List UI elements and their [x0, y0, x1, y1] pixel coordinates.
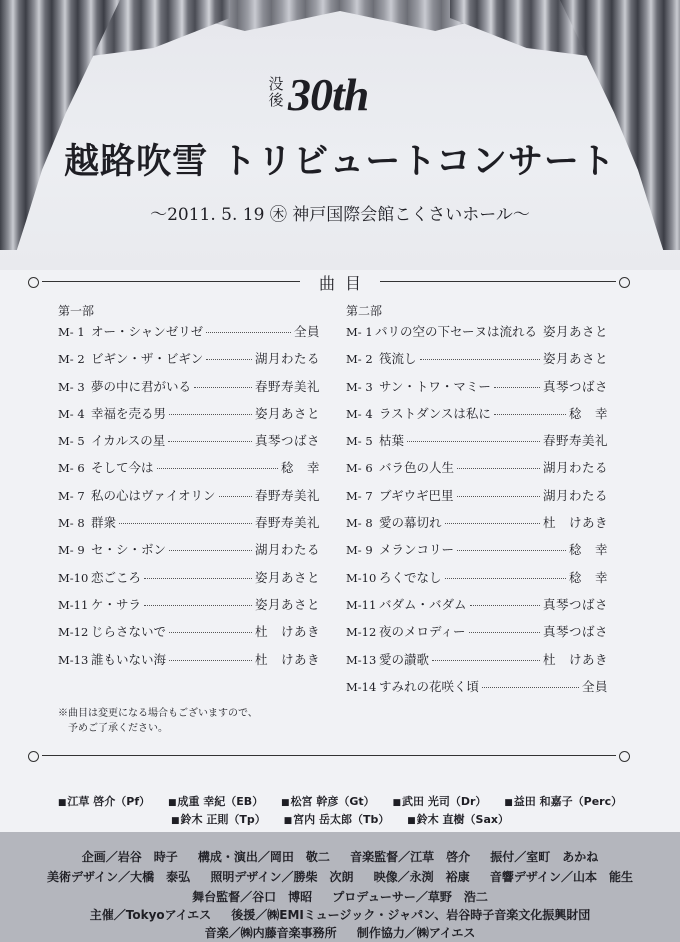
credit-item: 後援／㈱EMIミュージック・ジャパン、岩谷時子音楽文化振興財団 [231, 908, 591, 922]
song-row [58, 458, 320, 485]
leader-dots [206, 359, 252, 360]
part1-label: 第一部 [58, 304, 95, 318]
song-number: M- 3 [346, 379, 373, 394]
song-title: すみれの花咲く頃 [379, 678, 480, 694]
credit-item: 主催／Tokyoアイエス [89, 908, 212, 922]
song-row [346, 322, 608, 349]
song-singer: 春野寿美礼 [254, 487, 320, 503]
credit-item: 制作協力／㈱アイエス [356, 926, 476, 940]
band-member: ■ 益田 和嘉子（Perc） [504, 795, 622, 808]
song-singer: 姿月あさと [542, 324, 608, 339]
concert-date-venue: 〜2011. 5. 19 ㊍ 神戸国際会館こくさいホール〜 [150, 205, 530, 225]
song-singer: 稔 幸 [568, 405, 608, 421]
song-number: M- 2 [346, 352, 373, 367]
song-singer: 姿月あさと [254, 596, 320, 612]
song-title: そして今は [91, 460, 154, 476]
song-row [58, 622, 320, 649]
credit-line-4 [0, 906, 680, 923]
song-singer: 杜 けあき [542, 515, 608, 531]
song-number: M- 6 [346, 461, 373, 476]
song-title: 夜のメロディー [379, 624, 466, 640]
song-number: M-10 [346, 570, 377, 585]
song-singer: 稔 幸 [568, 569, 608, 585]
song-title: 誰もいない海 [91, 651, 167, 667]
song-singer: 湖月わたる [254, 351, 320, 367]
song-title: 枯葉 [379, 433, 405, 449]
band-member: ■ 成重 幸紀（EB） [168, 795, 263, 808]
leader-dots [457, 550, 566, 551]
song-title: 筏流し [379, 351, 417, 367]
leader-dots [494, 387, 540, 388]
song-title: 愛の幕切れ [379, 515, 442, 531]
song-title: パリの空の下セーヌは流れる [374, 324, 537, 339]
song-title: ブギウギ巴里 [379, 487, 454, 503]
song-singer: 真琴つばさ [542, 624, 608, 640]
song-number: M- 2 [58, 352, 85, 367]
leader-dots [169, 632, 252, 633]
song-row [346, 622, 608, 649]
credit-item: 音響デザイン／山本 能生 [489, 870, 634, 884]
song-row [58, 595, 320, 622]
song-singer: 杜 けあき [254, 651, 320, 667]
credit-line-5 [0, 924, 680, 941]
song-number: M-10 [58, 570, 89, 585]
credit-item: 構成・演出／岡田 敬二 [197, 850, 330, 864]
band-member: ■ 鈴木 正則（Tp） [171, 813, 266, 826]
song-row [346, 377, 608, 404]
song-number: M- 8 [58, 516, 85, 531]
song-title: バダム・バダム [379, 596, 467, 612]
song-row [346, 431, 608, 458]
song-row [58, 404, 320, 431]
leader-dots [169, 414, 252, 415]
song-title: じらさないで [91, 624, 167, 640]
credit-item: 振付／室町 あかね [490, 850, 599, 864]
leader-dots [470, 605, 540, 606]
program-part2 [346, 302, 608, 704]
song-title: 群衆 [91, 515, 117, 531]
song-number: M-13 [346, 652, 377, 667]
song-row [346, 349, 608, 376]
song-singer: 杜 けあき [542, 651, 608, 667]
song-number: M-11 [58, 597, 89, 612]
credit-line-3 [0, 888, 680, 905]
song-row [346, 595, 608, 622]
song-row [346, 486, 608, 513]
leader-dots [169, 660, 252, 661]
song-number: M- 8 [346, 516, 373, 531]
credit-item: 映像／永渕 裕康 [373, 870, 470, 884]
band-member: ■ 江草 啓介（Pf） [58, 795, 150, 808]
anniversary-number: 30th [288, 69, 369, 120]
song-singer: 湖月わたる [254, 542, 320, 558]
leader-dots [168, 441, 252, 442]
leader-dots [194, 387, 252, 388]
leader-dots [457, 468, 540, 469]
band-member: ■ 宮内 岳太郎（Tb） [284, 813, 390, 826]
credit-item: 音楽／㈱内藤音楽事務所 [204, 926, 337, 940]
song-number: M- 1 [346, 325, 373, 339]
concert-title: 越路吹雪 トリビュートコンサート [64, 141, 616, 182]
staff-credits [0, 832, 680, 942]
song-title: 幸福を売る男 [91, 405, 167, 421]
band-row-1 [0, 793, 680, 809]
program-change-note [58, 706, 298, 736]
song-row [58, 377, 320, 404]
band-member: ■ 武田 光司（Dr） [393, 795, 487, 808]
song-number: M- 5 [58, 434, 85, 449]
program-divider-bottom [42, 755, 616, 756]
song-number: M- 9 [346, 543, 373, 558]
song-row [346, 540, 608, 567]
leader-dots [407, 441, 540, 442]
credit-item: プロデューサー／草野 浩二 [332, 890, 488, 904]
song-number: M-13 [58, 652, 89, 667]
leader-dots [144, 578, 252, 579]
leader-dots [494, 414, 566, 415]
credit-item: 企画／岩谷 時子 [81, 850, 178, 864]
leader-dots [157, 468, 278, 469]
part2-song-list [346, 322, 608, 704]
song-row [58, 568, 320, 595]
song-number: M- 7 [58, 488, 85, 503]
song-number: M-12 [346, 625, 377, 640]
stage-header [0, 0, 680, 270]
song-number: M- 5 [346, 434, 373, 449]
credit-item: 照明デザイン／勝柴 次朗 [210, 870, 354, 884]
credit-item: 美術デザイン／大橋 泰弘 [46, 870, 191, 884]
song-singer: 真琴つばさ [254, 433, 320, 449]
song-title: ケ・サラ [91, 596, 142, 612]
part2-label: 第二部 [346, 304, 383, 318]
note-line-2: 予めご了承ください。 [68, 723, 168, 734]
song-title: オー・シャンゼリゼ [91, 324, 204, 339]
song-row [58, 540, 320, 567]
song-singer: 春野寿美礼 [254, 515, 320, 531]
leader-dots [206, 332, 291, 333]
leader-dots [144, 605, 252, 606]
song-singer: 真琴つばさ [542, 596, 608, 612]
credit-item: 舞台監督／谷口 博昭 [192, 890, 313, 904]
credit-line-2 [0, 868, 680, 885]
leader-dots [119, 523, 252, 524]
song-row [346, 458, 608, 485]
leader-dots [457, 496, 540, 497]
leader-dots [445, 523, 540, 524]
leader-dots [169, 550, 252, 551]
song-singer: 全員 [581, 678, 608, 694]
band-member: ■ 松宮 幹彦（Gt） [281, 795, 375, 808]
song-singer: 姿月あさと [254, 569, 320, 585]
song-row [346, 677, 608, 704]
song-row [58, 349, 320, 376]
song-title: サン・トワ・マミー [379, 378, 491, 394]
song-title: セ・シ・ボン [91, 542, 167, 558]
note-line-1: ※曲目は変更になる場合もございますので、 [58, 708, 258, 719]
program-heading: 曲目 [300, 271, 380, 294]
song-title: 私の心はヴァイオリン [91, 487, 216, 503]
leader-dots [445, 578, 566, 579]
song-number: M-11 [346, 597, 377, 612]
song-title: メランコリー [379, 542, 455, 558]
leader-dots [482, 687, 579, 688]
song-title: ラストダンスは私に [379, 405, 491, 421]
song-number: M- 9 [58, 543, 85, 558]
song-singer: 湖月わたる [542, 487, 608, 503]
song-singer: 全員 [293, 324, 320, 339]
credit-line-1 [0, 848, 680, 865]
song-title: ろくでなし [379, 569, 442, 585]
song-row [346, 568, 608, 595]
song-number: M-14 [346, 679, 377, 694]
credit-item: 音楽監督／江草 啓介 [350, 850, 471, 864]
song-row [346, 513, 608, 540]
band-row-2 [0, 811, 680, 827]
song-singer: 稔 幸 [568, 542, 608, 558]
program-part1 [58, 302, 320, 677]
anniversary-prefix: 没後 [268, 75, 284, 109]
leader-dots [432, 660, 540, 661]
song-number: M- 3 [58, 379, 85, 394]
song-singer: 春野寿美礼 [542, 433, 608, 449]
song-singer: 杜 けあき [254, 624, 320, 640]
song-title: ビギン・ザ・ビギン [91, 351, 204, 367]
part1-song-list [58, 322, 320, 677]
song-singer: 春野寿美礼 [254, 378, 320, 394]
song-number: M- 1 [58, 325, 85, 339]
song-number: M- 4 [346, 406, 373, 421]
leader-dots [219, 496, 252, 497]
song-number: M- 4 [58, 406, 85, 421]
song-title: 夢の中に君がいる [91, 378, 192, 394]
song-number: M- 6 [58, 461, 85, 476]
leader-dots [469, 632, 540, 633]
leader-dots [420, 359, 540, 360]
song-singer: 真琴つばさ [542, 378, 608, 394]
song-row [58, 322, 320, 349]
band-member: ■ 鈴木 直樹（Sax） [407, 813, 509, 826]
song-row [346, 650, 608, 677]
song-singer: 姿月あさと [542, 351, 608, 367]
song-row [346, 404, 608, 431]
song-singer: 稔 幸 [280, 460, 320, 476]
song-title: 恋ごころ [91, 569, 142, 585]
song-title: バラ色の人生 [379, 460, 455, 476]
song-row [58, 431, 320, 458]
song-row [58, 650, 320, 677]
song-singer: 湖月わたる [542, 460, 608, 476]
song-singer: 姿月あさと [254, 405, 320, 421]
song-title: 愛の讃歌 [379, 651, 430, 667]
song-number: M-12 [58, 625, 89, 640]
song-number: M- 7 [346, 488, 373, 503]
song-title: イカルスの星 [91, 433, 166, 449]
song-row [58, 486, 320, 513]
song-row [58, 513, 320, 540]
